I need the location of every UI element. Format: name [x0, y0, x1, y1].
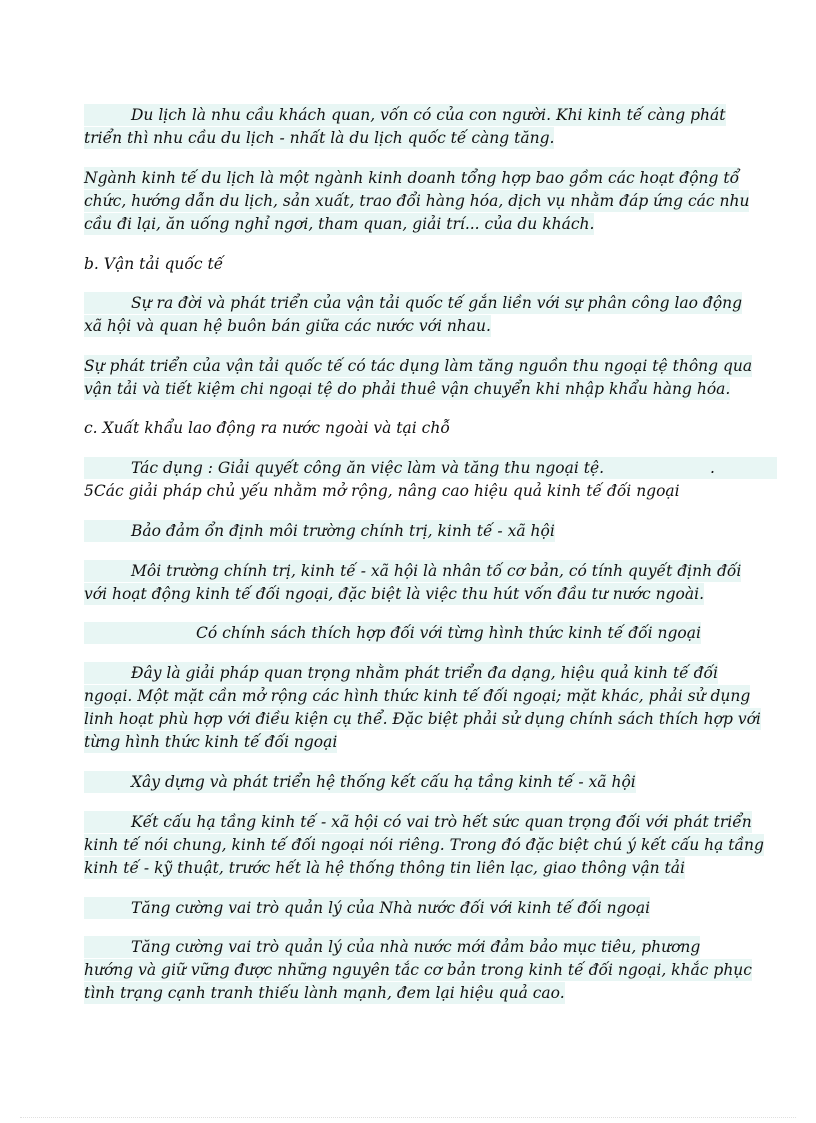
text-line: Sự ra đời và phát triển của vận tải quốc tế gắn liền với sự phân công lao động	[84, 292, 742, 314]
text-span: Tác dụng : Giải quyết công ăn việc làm và tăng thu ngoại tệ.	[131, 459, 605, 477]
text-line: từng hình thức kinh tế đối ngoại	[84, 733, 338, 751]
text-line: linh hoạt phù hợp với điều kiện cụ thể. Đặc biệt phải sử dụng chính sách thích hợp với	[84, 710, 761, 728]
text-line: Đây là giải pháp quan trọng nhằm phát triển đa dạng, hiệu quả kinh tế đối	[84, 662, 718, 684]
text-line: Môi trường chính trị, kinh tế - xã hội là nhân tố cơ bản, có tính quyết định đối	[84, 560, 741, 582]
text-line: ngoại. Một mặt cần mở rộng các hình thức kinh tế đối ngoại; mặt khác, phải sử dụng	[84, 687, 751, 705]
stray-dot: .	[710, 459, 715, 477]
text-line: triển thì nhu cầu du lịch - nhất là du lịch quốc tế càng tăng.	[84, 129, 555, 147]
subheading: Bảo đảm ổn định môi trường chính trị, kinh tế - xã hội	[84, 520, 555, 542]
subheading: Xây dựng và phát triển hệ thống kết cấu hạ tầng kinh tế - xã hội	[84, 771, 636, 793]
text-line: Sự phát triển của vận tải quốc tế có tác dụng làm tăng nguồn thu ngoại tệ thông qua	[84, 357, 753, 375]
text-line: tình trạng cạnh tranh thiếu lành mạnh, đem lại hiệu quả cao.	[84, 984, 565, 1002]
text-line: hướng và giữ vững được những nguyên tắc cơ bản trong kinh tế đối ngoại, khắc phục	[84, 961, 752, 979]
text-line: Tăng cường vai trò quản lý của nhà nước mới đảm bảo mục tiêu, phương	[84, 936, 700, 958]
text-line: xã hội và quan hệ buôn bán giữa các nước với nhau.	[84, 317, 491, 335]
text-line: với hoạt động kinh tế đối ngoại, đặc biệt là việc thu hút vốn đầu tư nước ngoài.	[84, 585, 705, 603]
text-line: cầu đi lại, ăn uống nghỉ ngơi, tham quan, giải trí... của du khách.	[84, 215, 595, 233]
text-line: Kết cấu hạ tầng kinh tế - xã hội có vai trò hết sức quan trọng đối với phát triển	[84, 811, 752, 833]
section-heading: b. Vận tải quốc tế	[84, 255, 224, 273]
text-line	[84, 457, 777, 479]
text-line: kinh tế - kỹ thuật, trước hết là hệ thống thông tin liên lạc, giao thông vận tải	[84, 859, 685, 877]
section-heading: c. Xuất khẩu lao động ra nước ngoài và tại chỗ	[84, 419, 450, 437]
text-line: vận tải và tiết kiệm chi ngoại tệ do phải thuê vận chuyển khi nhập khẩu hàng hóa.	[84, 380, 731, 398]
text-line: kinh tế nói chung, kinh tế đối ngoại nói riêng. Trong đó đặc biệt chú ý kết cấu hạ tầng	[84, 836, 764, 854]
subheading: Có chính sách thích hợp đối với từng hình thức kinh tế đối ngoại	[84, 622, 701, 644]
subheading: Tăng cường vai trò quản lý của Nhà nước đối với kinh tế đối ngoại	[84, 897, 650, 919]
text-line: chức, hướng dẫn du lịch, sản xuất, trao đổi hàng hóa, dịch vụ nhằm đáp ứng các nhu	[84, 192, 750, 210]
page-bottom-rule	[20, 1117, 796, 1118]
section-heading: 5Các giải pháp chủ yếu nhằm mở rộng, nâng cao hiệu quả kinh tế đối ngoại	[84, 482, 680, 500]
text-line: Ngành kinh tế du lịch là một ngành kinh doanh tổng hợp bao gồm các hoạt động tổ	[84, 169, 740, 187]
text-line: Du lịch là nhu cầu khách quan, vốn có của con người. Khi kinh tế càng phát	[84, 104, 726, 126]
